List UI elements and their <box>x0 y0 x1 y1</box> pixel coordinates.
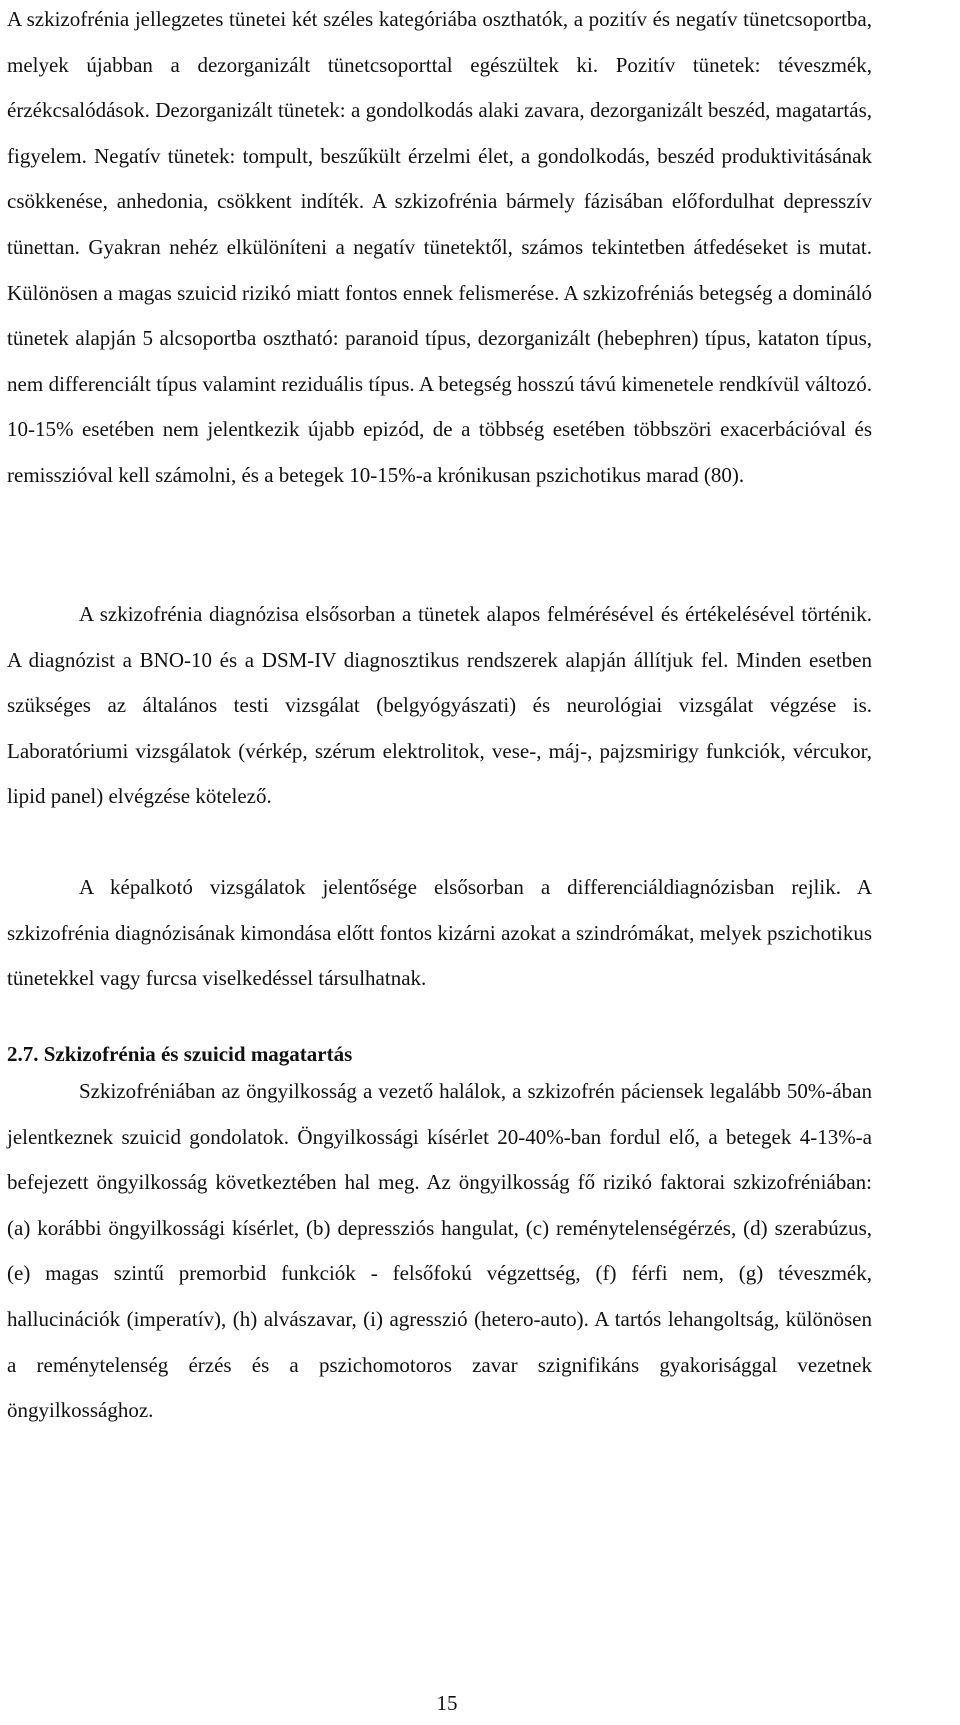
paragraph-suicide: Szkizofréniában az öngyilkosság a vezető halálok, a szkizofrén páciensek legalább 50%-ában jelentkeznek szuicid gondolatok. Öngyilkossági kísérlet 20-40%-ban fordul elő, a betegek 4-13%-a befejezett öngyilkosság következtében hal meg. Az öngyilkosság fő rizikó faktorai szkizofréniában: (a) korábbi öngyilkossági kísérlet, (b) depressziós hangulat, (c) reménytelenségérzés, (d) szerabúzus, (e) magas szintű premorbid funkciók - felsőfokú végzettség, (f) férfi nem, (g) téveszmék, hallucinációk (imperatív), (h) alvászavar, (i) agresszió (hetero-auto). A tartós lehangoltság, különösen a reménytelenség érzés és a pszichomotoros zavar szignifikáns gyakorisággal vezetnek öngyilkossághoz. <box>7 1079 872 1423</box>
section-heading: 2.7. Szkizofrénia és szuicid magatartás <box>7 1042 353 1066</box>
paragraph-imaging: A képalkotó vizsgálatok jelentősége elsősorban a differenciáldiagnózisban rejlik. A szkizofrénia diagnózisának kimondása előtt fontos kizárni azokat a szindrómákat, melyek pszichotikus tünetekkel vagy furcsa viselkedéssel társulhatnak. <box>7 875 872 991</box>
page-number: 15 <box>436 1691 458 1715</box>
paragraph-symptoms: A szkizofrénia jellegzetes tünetei két széles kategóriába oszthatók, a pozitív és negatív tünetcsoportba, melyek újabban a dezorganizált tünetcsoporttal egészültek ki. Pozitív tünetek: téveszmék, érzékcsalódások. Dezorganizált tünetek: a gondolkodás alaki zavara, dezorganizált beszéd, magatartás, figyelem. Negatív tünetek: tompult, beszűkült érzelmi élet, a gondolkodás, beszéd produktivitásának csökkenése, anhedonia, csökkent indíték. A szkizofrénia bármely fázisában előfordulhat depresszív tünettan. Gyakran nehéz elkülöníteni a negatív tünetektől, számos tekintetben átfedéseket is mutat. Különösen a magas szuicid rizikó miatt fontos ennek felismerése. A szkizofréniás betegség a domináló tünetek alapján 5 alcsoportba osztható: paranoid típus, dezorganizált (hebephren) típus, kataton típus, nem differenciált típus valamint reziduális típus. A betegség hosszú távú kimenetele rendkívül változó. 10-15% esetében nem jelentkezik újabb epizód, de a többség esetében többszöri exacerbációval és remisszióval kell számolni, és a betegek 10-15%-a krónikusan pszichotikus marad (80). <box>7 7 872 487</box>
paragraph-diagnosis: A szkizofrénia diagnózisa elsősorban a tünetek alapos felmérésével és értékelésével történik. A diagnózist a BNO-10 és a DSM-IV diagnosztikus rendszerek alapján állítjuk fel. Minden esetben szükséges az általános testi vizsgálat (belgyógyászati) és neurológiai vizsgálat végzése is. Laboratóriumi vizsgálatok (vérkép, szérum elektrolitok, vese-, máj-, pajzsmirigy funkciók, vércukor, lipid panel) elvégzése kötelező. <box>7 602 872 809</box>
